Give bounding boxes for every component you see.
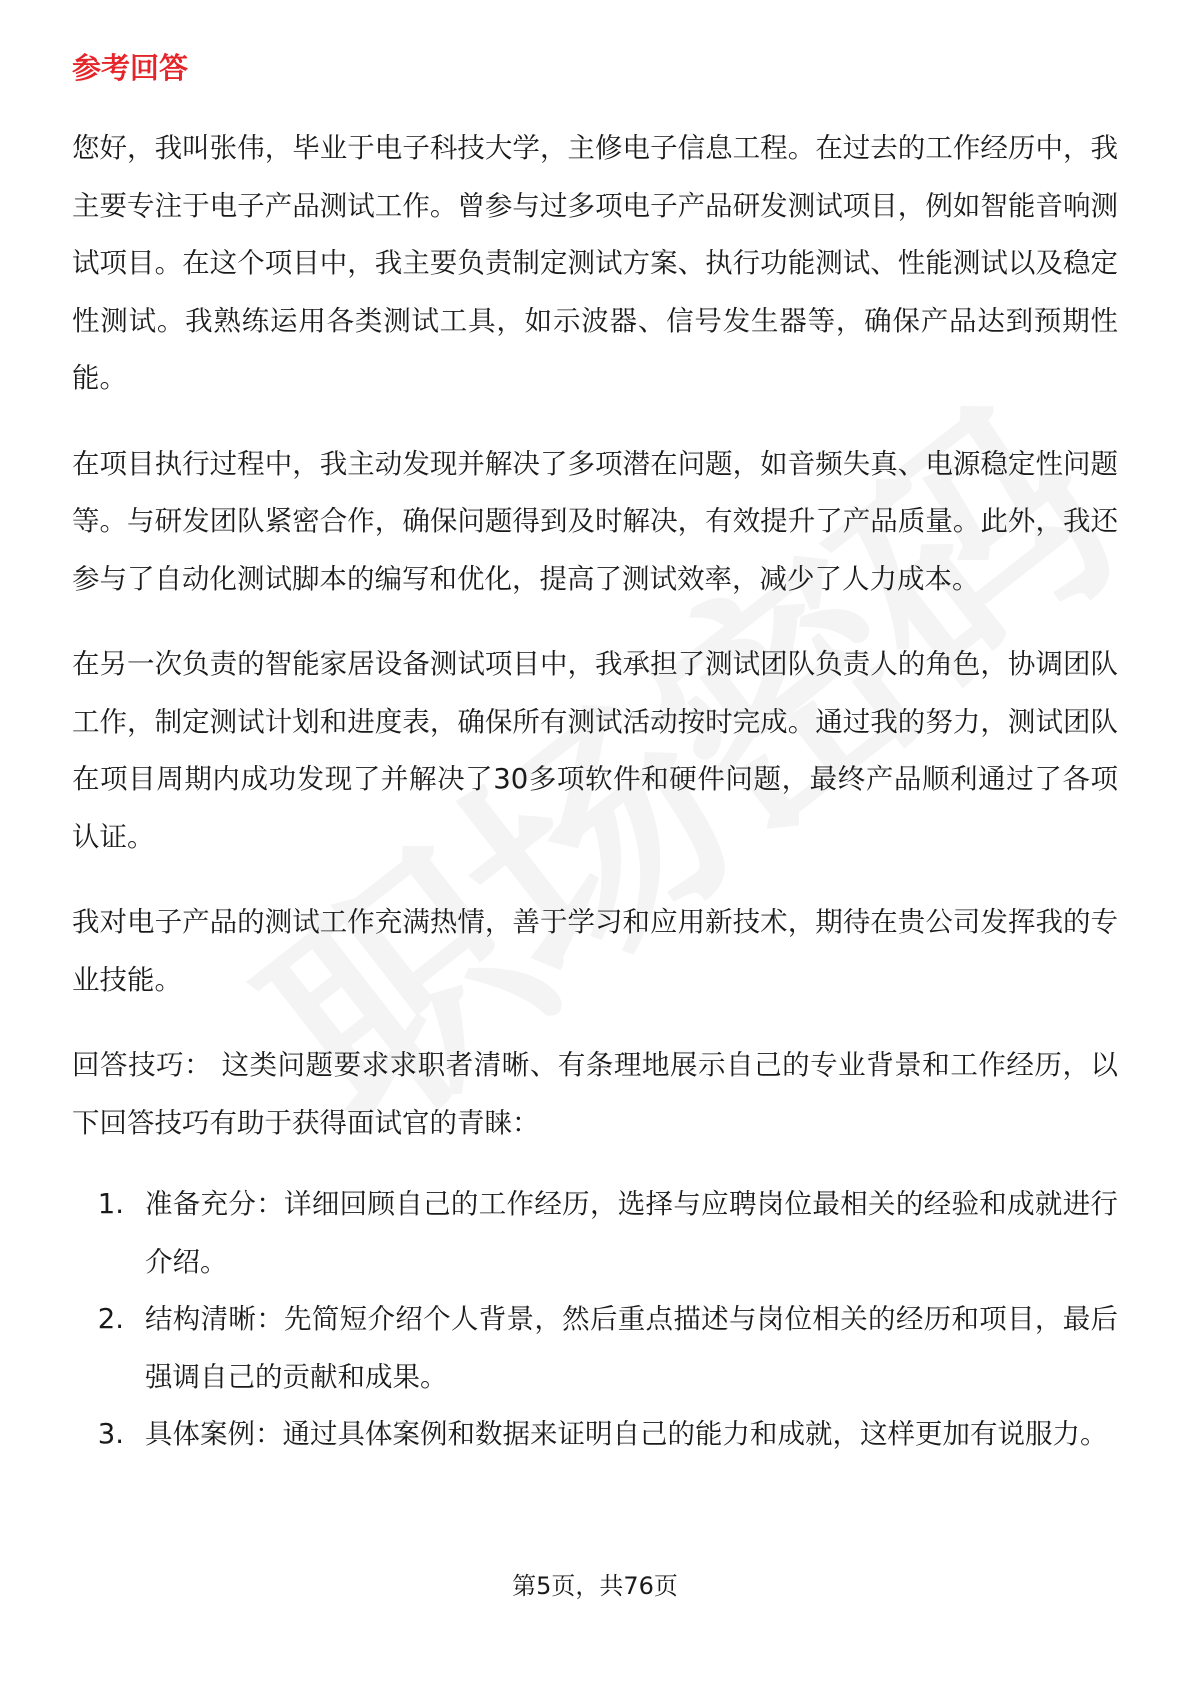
tips-intro: 回答技巧： 这类问题要求求职者清晰、有条理地展示自己的专业背景和工作经历，以下回答技巧有助于获得面试官的青睐：	[72, 1049, 1118, 1139]
list-item	[72, 1291, 1118, 1406]
paragraph-closing: 我对电子产品的测试工作充满热情，善于学习和应用新技术，期待在贵公司发挥我的专业技能。	[72, 906, 1118, 996]
list-item-number: 2.	[97, 1303, 124, 1335]
page-content	[72, 48, 1118, 1464]
list-item	[72, 1176, 1118, 1291]
list-item-text: 结构清晰：先简短介绍个人背景，然后重点描述与岗位相关的经历和项目，最后强调自己的贡献和成果。	[145, 1303, 1118, 1393]
list-item-text: 准备充分：详细回顾自己的工作经历，选择与应聘岗位最相关的经验和成就进行介绍。	[145, 1188, 1118, 1278]
section-title: 参考回答	[72, 51, 189, 85]
paragraph-intro: 您好，我叫张伟，毕业于电子科技大学，主修电子信息工程。在过去的工作经历中，我主要专注于电子产品测试工作。曾参与过多项电子产品研发测试项目，例如智能音响测试项目。在这个项目中，我主要负责制定测试方案、执行功能测试、性能测试以及稳定性测试。我熟练运用各类测试工具，如示波器、信号发生器等，确保产品达到预期性能。	[72, 132, 1118, 394]
paragraph-problem-solving: 在项目执行过程中，我主动发现并解决了多项潜在问题，如音频失真、电源稳定性问题等。与研发团队紧密合作，确保问题得到及时解决，有效提升了产品质量。此外，我还参与了自动化测试脚本的编写和优化，提高了测试效率，减少了人力成本。	[72, 447, 1118, 595]
paragraph-leadership: 在另一次负责的智能家居设备测试项目中，我承担了测试团队负责人的角色，协调团队工作，制定测试计划和进度表，确保所有测试活动按时完成。通过我的努力，测试团队在项目周期内成功发现了并解决了30多项软件和硬件问题，最终产品顺利通过了各项认证。	[72, 648, 1118, 853]
list-item	[72, 1406, 1118, 1464]
list-item-number: 3.	[97, 1418, 124, 1450]
list-item-text: 具体案例：通过具体案例和数据来证明自己的能力和成就，这样更加有说服力。	[145, 1418, 1108, 1450]
page-number-footer: 第5页，共76页	[512, 1572, 678, 1600]
list-item-number: 1.	[97, 1188, 124, 1220]
tips-list	[72, 1176, 1118, 1464]
